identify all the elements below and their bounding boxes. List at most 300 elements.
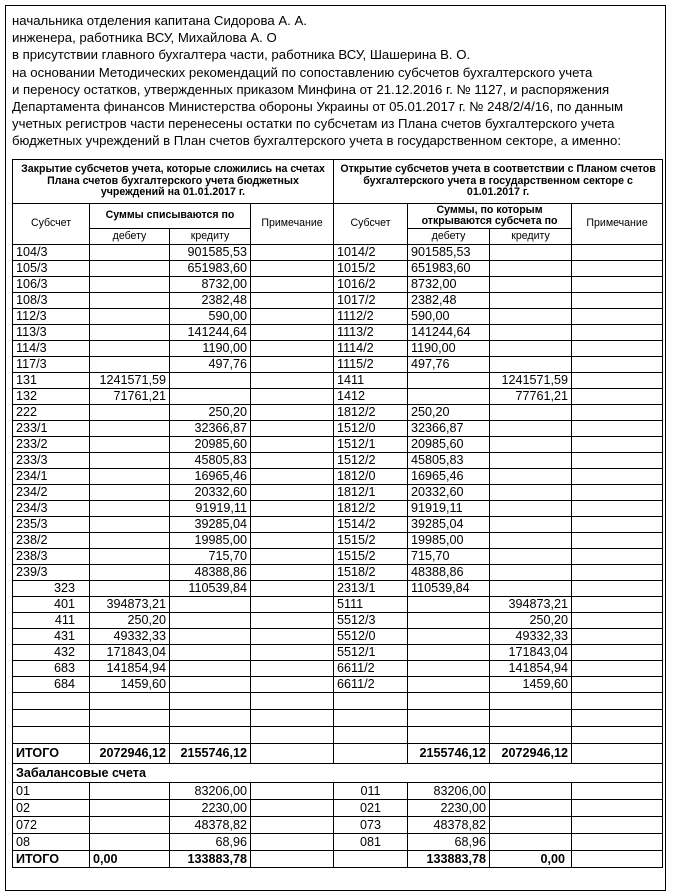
left-subaccount-cell: 01 [13,783,90,800]
empty-cell [408,710,490,727]
right-subaccount-cell: 1812/2 [334,405,408,421]
table-row [13,677,663,693]
left-subaccount-cell: 431 [13,629,90,645]
left-subaccount-cell: 432 [13,645,90,661]
left-debit-cell [90,517,170,533]
right-subaccount-cell: 021 [334,800,408,817]
left-credit-cell: 19985,00 [170,533,251,549]
right-credit-cell [490,277,572,293]
table-row [13,533,663,549]
table-row [13,645,663,661]
right-subaccount-cell: 5512/3 [334,613,408,629]
right-note-header: Примечание [572,204,663,245]
right-note-cell [572,277,663,293]
right-subaccount-cell: 1015/2 [334,261,408,277]
left-credit-cell [170,613,251,629]
right-debit-cell: 19985,00 [408,533,490,549]
right-credit-cell [490,581,572,597]
right-subaccount-cell: 1512/1 [334,437,408,453]
left-credit-cell: 715,70 [170,549,251,565]
left-debit-cell [90,800,170,817]
empty-cell [170,710,251,727]
empty-cell [90,727,170,744]
table-row [13,453,663,469]
right-debit-cell: 91919,11 [408,501,490,517]
left-credit-cell: 110539,84 [170,581,251,597]
right-note-cell [572,549,663,565]
left-subaccount-cell: 234/1 [13,469,90,485]
left-debit-cell: 1241571,59 [90,373,170,389]
table-row [13,469,663,485]
right-subaccount-cell: 1017/2 [334,293,408,309]
left-note-cell [251,677,334,693]
left-subaccount-cell: 131 [13,373,90,389]
table-row [13,421,663,437]
right-note-cell [572,261,663,277]
right-note-cell [572,325,663,341]
right-note-cell [572,469,663,485]
left-note-cell [251,645,334,661]
left-debit-cell [90,325,170,341]
right-debit-cell: 20985,60 [408,437,490,453]
left-note-cell [251,581,334,597]
right-credit-header: кредиту [490,229,572,245]
left-subaccount-cell: 108/3 [13,293,90,309]
empty-cell [408,727,490,744]
right-subaccount-cell: 1113/2 [334,325,408,341]
table-row [13,437,663,453]
left-subaccount-cell: 02 [13,800,90,817]
right-subaccount-cell: 5512/1 [334,645,408,661]
left-note-cell [251,245,334,261]
left-debit-cell [90,437,170,453]
empty-cell [334,693,408,710]
left-note-cell [251,405,334,421]
right-debit-header: дебету [408,229,490,245]
left-debit-cell [90,261,170,277]
left-note-cell [251,261,334,277]
left-subaccount-cell: 238/2 [13,533,90,549]
left-note-cell [251,325,334,341]
right-note-cell [572,309,663,325]
right-credit-cell: 1459,60 [490,677,572,693]
table-row [13,597,663,613]
empty-row [13,727,663,744]
table-row [13,325,663,341]
total-right-debit: 2155746,12 [408,744,490,764]
total-right-subaccount [334,744,408,764]
left-subaccount-cell: 411 [13,613,90,629]
right-note-cell [572,501,663,517]
table-row [13,357,663,373]
right-debit-cell: 68,96 [408,834,490,851]
left-debit-cell [90,341,170,357]
left-note-cell [251,834,334,851]
total-label: ИТОГО [13,744,90,764]
table-row [13,629,663,645]
right-subaccount-cell: 1115/2 [334,357,408,373]
right-credit-cell [490,325,572,341]
left-note-cell [251,565,334,581]
left-debit-cell [90,245,170,261]
left-subaccount-cell: 233/3 [13,453,90,469]
right-sums-header: Суммы, по которым открываются субсчета по [408,204,572,229]
left-subaccount-cell: 233/1 [13,421,90,437]
left-debit-cell [90,453,170,469]
right-credit-cell [490,549,572,565]
left-credit-cell: 91919,11 [170,501,251,517]
offbalance-row [13,834,663,851]
table-row [13,245,663,261]
table-row [13,277,663,293]
right-subaccount-cell: 5512/0 [334,629,408,645]
table-row [13,405,663,421]
right-credit-cell [490,800,572,817]
left-credit-cell: 20985,60 [170,437,251,453]
left-note-cell [251,421,334,437]
right-debit-cell: 590,00 [408,309,490,325]
left-subaccount-cell: 08 [13,834,90,851]
left-credit-cell [170,389,251,405]
left-debit-cell: 171843,04 [90,645,170,661]
offbalance-total-right-credit: 0,00 [490,851,572,868]
left-debit-cell [90,817,170,834]
empty-cell [90,710,170,727]
right-credit-cell [490,405,572,421]
empty-cell [13,710,90,727]
right-subaccount-cell: 1411 [334,373,408,389]
left-note-cell [251,437,334,453]
right-debit-cell: 39285,04 [408,517,490,533]
left-note-cell [251,277,334,293]
empty-cell [572,727,663,744]
left-subaccount-cell: 114/3 [13,341,90,357]
right-note-cell [572,783,663,800]
left-credit-cell: 2230,00 [170,800,251,817]
intro-text [12,12,662,150]
right-note-cell [572,517,663,533]
left-credit-cell: 651983,60 [170,261,251,277]
right-debit-cell: 651983,60 [408,261,490,277]
table-row [13,581,663,597]
right-note-cell [572,357,663,373]
right-note-cell [572,817,663,834]
left-credit-cell [170,677,251,693]
right-credit-cell [490,261,572,277]
right-subaccount-cell: 1812/1 [334,485,408,501]
table-row [13,517,663,533]
right-credit-cell [490,245,572,261]
right-subaccount-cell: 1114/2 [334,341,408,357]
table-row [13,501,663,517]
offbalance-total-left-debit: 0,00 [90,851,170,868]
right-note-cell [572,645,663,661]
right-debit-cell: 250,20 [408,405,490,421]
right-debit-cell [408,677,490,693]
left-subaccount-cell: 112/3 [13,309,90,325]
left-subaccount-cell: 401 [13,597,90,613]
right-note-cell [572,677,663,693]
intro-line: инженера, работника ВСУ, Михайлова А. О [12,30,277,46]
right-subaccount-cell: 011 [334,783,408,800]
right-note-cell [572,437,663,453]
right-credit-cell: 77761,21 [490,389,572,405]
right-note-cell [572,453,663,469]
right-debit-cell [408,613,490,629]
left-credit-cell: 68,96 [170,834,251,851]
right-debit-cell: 141244,64 [408,325,490,341]
accounts-transfer-table [12,159,663,868]
left-debit-cell [90,277,170,293]
total-left-debit: 2072946,12 [90,744,170,764]
offbalance-section-row [13,764,663,783]
document-page [5,5,666,891]
right-credit-cell [490,421,572,437]
table-row [13,661,663,677]
left-note-cell [251,485,334,501]
left-subaccount-cell: 106/3 [13,277,90,293]
left-credit-cell: 48388,86 [170,565,251,581]
left-debit-cell [90,501,170,517]
left-group-header: Закрытие субсчетов учета, которые сложились на счетах Плана счетов бухгалтерского учета бюджетных учреждений на 01.01.2017 г. [13,160,334,204]
left-debit-cell [90,783,170,800]
left-note-cell [251,597,334,613]
offbalance-row [13,783,663,800]
right-note-cell [572,405,663,421]
left-subaccount-cell: 234/2 [13,485,90,501]
right-debit-cell [408,645,490,661]
right-debit-cell: 1190,00 [408,341,490,357]
right-credit-cell [490,533,572,549]
offbalance-total-left-credit: 133883,78 [170,851,251,868]
right-note-cell [572,341,663,357]
left-note-cell [251,501,334,517]
right-credit-cell [490,834,572,851]
right-subaccount-cell: 073 [334,817,408,834]
right-credit-cell [490,501,572,517]
empty-cell [170,693,251,710]
right-debit-cell [408,389,490,405]
intro-line: и переносу остатков, утвержденных приказом Минфина от 21.12.2016 г. № 1127, и распоряжения [12,81,610,97]
right-debit-cell [408,629,490,645]
offbalance-section-header: Забалансовые счета [13,764,663,783]
left-subaccount-cell: 132 [13,389,90,405]
right-credit-cell [490,517,572,533]
left-debit-cell: 394873,21 [90,597,170,613]
left-note-cell [251,629,334,645]
total-left-credit: 2155746,12 [170,744,251,764]
right-debit-cell: 2230,00 [408,800,490,817]
right-note-cell [572,661,663,677]
right-note-cell [572,597,663,613]
right-note-cell [572,389,663,405]
table-row [13,549,663,565]
left-subaccount-cell: 072 [13,817,90,834]
left-note-cell [251,357,334,373]
offbalance-row [13,800,663,817]
intro-line: на основании Методических рекомендаций по сопоставлению субсчетов бухгалтерского учета [12,64,593,80]
right-note-cell [572,834,663,851]
left-credit-cell: 1190,00 [170,341,251,357]
left-credit-cell: 20332,60 [170,485,251,501]
right-subaccount-cell: 081 [334,834,408,851]
right-subaccount-cell: 2313/1 [334,581,408,597]
offbalance-total-right-subaccount [334,851,408,868]
right-note-cell [572,800,663,817]
right-subaccount-cell: 1812/0 [334,469,408,485]
right-debit-cell: 48388,86 [408,565,490,581]
left-credit-cell: 48378,82 [170,817,251,834]
left-subaccount-cell: 113/3 [13,325,90,341]
left-note-cell [251,533,334,549]
left-subaccount-cell: 323 [13,581,90,597]
right-note-cell [572,565,663,581]
table-row [13,309,663,325]
left-credit-cell: 45805,83 [170,453,251,469]
intro-line: учетных регистров части перенесены остатки по субсчетам из Плана счетов бухгалтерского учета [12,116,615,132]
left-note-cell [251,293,334,309]
left-note-cell [251,661,334,677]
right-debit-cell: 32366,87 [408,421,490,437]
empty-cell [408,693,490,710]
right-subaccount-cell: 1518/2 [334,565,408,581]
left-note-cell [251,373,334,389]
offbalance-total-left-note [251,851,334,868]
empty-cell [13,727,90,744]
right-debit-cell [408,373,490,389]
left-subaccount-cell: 105/3 [13,261,90,277]
left-credit-cell [170,629,251,645]
left-debit-cell [90,549,170,565]
left-debit-cell [90,309,170,325]
left-debit-header: дебету [90,229,170,245]
left-note-cell [251,517,334,533]
left-debit-cell [90,421,170,437]
right-subaccount-cell: 6611/2 [334,677,408,693]
right-subaccount-header: Субсчет [334,204,408,245]
right-debit-cell: 20332,60 [408,485,490,501]
left-credit-cell: 39285,04 [170,517,251,533]
left-credit-cell: 8732,00 [170,277,251,293]
right-note-cell [572,581,663,597]
left-note-cell [251,613,334,629]
right-debit-cell: 110539,84 [408,581,490,597]
left-note-cell [251,453,334,469]
right-credit-cell [490,437,572,453]
left-note-cell [251,817,334,834]
right-debit-cell: 48378,82 [408,817,490,834]
table-row [13,565,663,581]
left-subaccount-cell: 239/3 [13,565,90,581]
right-subaccount-cell: 1515/2 [334,533,408,549]
left-note-cell [251,549,334,565]
left-debit-cell: 250,20 [90,613,170,629]
right-credit-cell: 250,20 [490,613,572,629]
intro-line: Департамента финансов Министерства обороны Украины от 05.01.2017 г. № 248/2/4/16, по данным [12,99,624,115]
right-credit-cell [490,309,572,325]
total-right-credit: 2072946,12 [490,744,572,764]
right-debit-cell: 497,76 [408,357,490,373]
left-note-header: Примечание [251,204,334,245]
left-debit-cell: 1459,60 [90,677,170,693]
offbalance-total-label: ИТОГО [13,851,90,868]
right-credit-cell [490,565,572,581]
empty-cell [90,693,170,710]
right-note-cell [572,421,663,437]
left-sums-header: Суммы списываются по [90,204,251,229]
left-debit-cell [90,293,170,309]
left-subaccount-cell: 104/3 [13,245,90,261]
right-debit-cell [408,661,490,677]
offbalance-total-right-note [572,851,663,868]
empty-cell [251,710,334,727]
right-debit-cell: 715,70 [408,549,490,565]
right-note-cell [572,629,663,645]
right-subaccount-cell: 1812/2 [334,501,408,517]
right-credit-cell: 1241571,59 [490,373,572,389]
right-credit-cell [490,357,572,373]
left-credit-cell: 32366,87 [170,421,251,437]
table-row [13,613,663,629]
empty-cell [490,693,572,710]
left-debit-cell: 71761,21 [90,389,170,405]
right-note-cell [572,485,663,501]
right-debit-cell [408,597,490,613]
left-debit-cell [90,565,170,581]
left-debit-cell: 49332,33 [90,629,170,645]
empty-cell [251,727,334,744]
left-note-cell [251,800,334,817]
left-credit-header: кредиту [170,229,251,245]
left-debit-cell [90,581,170,597]
left-subaccount-header: Субсчет [13,204,90,245]
left-debit-cell: 141854,94 [90,661,170,677]
left-debit-cell [90,405,170,421]
left-credit-cell [170,661,251,677]
right-credit-cell [490,469,572,485]
right-credit-cell: 49332,33 [490,629,572,645]
table-row [13,293,663,309]
empty-cell [490,710,572,727]
left-debit-cell [90,485,170,501]
left-note-cell [251,469,334,485]
right-credit-cell: 394873,21 [490,597,572,613]
left-credit-cell [170,645,251,661]
right-debit-cell: 16965,46 [408,469,490,485]
right-credit-cell [490,817,572,834]
total-left-note [251,744,334,764]
empty-cell [572,710,663,727]
left-subaccount-cell: 233/2 [13,437,90,453]
right-note-cell [572,293,663,309]
table-row [13,373,663,389]
left-subaccount-cell: 234/3 [13,501,90,517]
offbalance-row [13,817,663,834]
right-group-header: Открытие субсчетов учета в соответствии с Планом счетов бухгалтерского учета в государственном секторе с 01.01.2017 г. [334,160,663,204]
right-subaccount-cell: 1512/2 [334,453,408,469]
right-credit-cell: 141854,94 [490,661,572,677]
right-credit-cell [490,293,572,309]
left-note-cell [251,389,334,405]
left-debit-cell [90,834,170,851]
offbalance-total-right-debit: 133883,78 [408,851,490,868]
right-debit-cell: 8732,00 [408,277,490,293]
intro-line: начальника отделения капитана Сидорова А. А. [12,13,307,28]
left-debit-cell [90,533,170,549]
table-row [13,261,663,277]
right-note-cell [572,613,663,629]
total-row [13,744,663,764]
